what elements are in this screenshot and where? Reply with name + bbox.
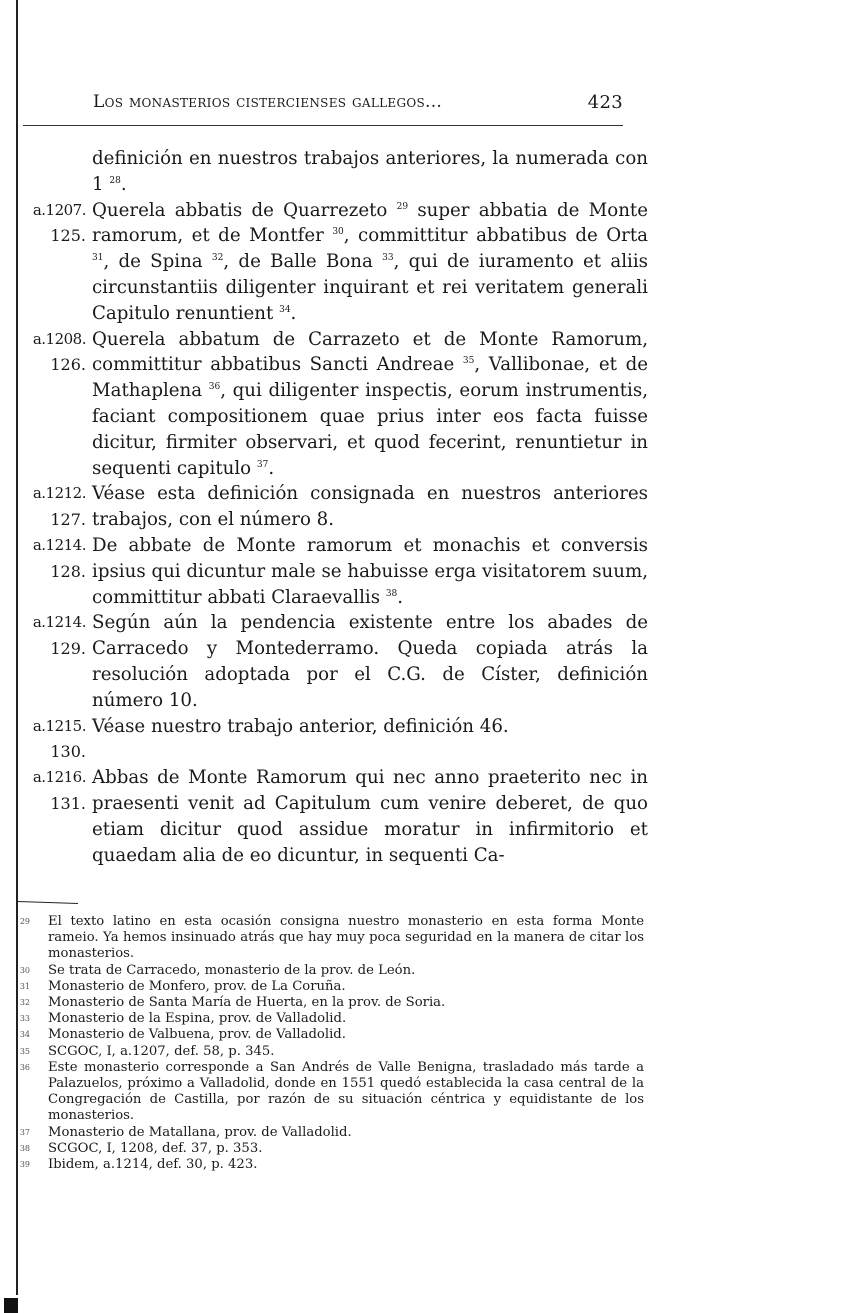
entry-year: a.1216. — [32, 768, 86, 787]
entry-text — [92, 481, 648, 533]
entry-text-run: Véase esta definición consignada en nuestros anteriores trabajos, con el número 8. — [92, 483, 648, 531]
footnote-text: El texto latino en esta ocasión consigna nuestro monasterio en esta forma Monte rameio. Ya hemos insinuado atrás que hay muy poca seguridad en la manera de citar los monasterios. — [48, 914, 644, 962]
entry-year: a.1207. — [32, 200, 86, 219]
footnote-text: Monasterio de la Espina, prov. de Valladolid. — [48, 1011, 347, 1027]
definition-entry — [0, 327, 660, 482]
footnote-marker: 29 — [19, 917, 30, 926]
footnote-ref[interactable]: 33 — [382, 253, 394, 264]
footnote-ref[interactable]: 37 — [256, 459, 269, 470]
entry-margin-label — [0, 714, 92, 766]
entry-text-run: . — [397, 586, 404, 608]
intro-text: definición en nuestros trabajos anteriores, la numerada con 1 — [92, 148, 648, 195]
running-head-title: Los monasterios cistercienses gallegos... — [93, 92, 443, 112]
definition-list — [0, 198, 660, 869]
definition-entry — [0, 481, 660, 533]
page-number: 423 — [587, 92, 623, 113]
footnote — [0, 1157, 660, 1173]
footnote — [0, 1011, 660, 1027]
entry-text-run: super abbatia de Monte ramorum, et de Montfer — [92, 199, 648, 247]
definition-entry — [0, 765, 660, 868]
entry-margin-label — [0, 533, 92, 610]
entry-year: a.1214. — [32, 613, 86, 632]
footnote-ref[interactable]: 31 — [92, 253, 104, 264]
footnote-text: Monasterio de Valbuena, prov. de Valladolid. — [48, 1027, 346, 1043]
intro-paragraph: definición en nuestros trabajos anteriores, la numerada con 1 $^{28}$. — [92, 148, 648, 195]
footnote-rule — [18, 901, 78, 904]
entry-number: 125. — [50, 226, 86, 246]
entry-margin-label — [0, 327, 92, 482]
footnote-marker: 33 — [19, 1014, 30, 1024]
entry-text — [92, 533, 648, 610]
entry-text-run: , committitur abbatibus de Orta — [343, 225, 648, 247]
entry-number: 131. — [50, 793, 86, 813]
footnote-ref[interactable]: 34 — [279, 304, 291, 315]
entry-text-run: . — [268, 457, 275, 479]
footnote-marker: 37 — [19, 1127, 30, 1137]
footnote-marker: 35 — [19, 1046, 30, 1056]
footnote — [0, 1125, 660, 1141]
entry-text — [92, 765, 648, 868]
footnote — [0, 1141, 660, 1157]
footnote — [0, 963, 660, 979]
entry-text-run: , Vallibonae, et de Mathaplena — [92, 354, 648, 402]
entry-margin-label — [0, 610, 92, 713]
footnote-text: Este monasterio corresponde a San Andrés de Valle Benigna, trasladado más tarde a Palazuelos, próximo a Valladolid, donde en 1551 quedó establecida la casa central de la Congregación de Castilla, por razón de su situación céntrica y equidistante de los monasterios. — [48, 1059, 644, 1124]
entry-text-run: , qui diligenter inspectis, eorum instrumentis, faciant compositionem quae prius inter eos facta fuisse dicitur, firmiter observari, et quod fecerint, renuntietur in sequenti capitulo — [92, 380, 648, 479]
footnote-ref[interactable]: 29 — [396, 201, 409, 212]
entry-number: 127. — [50, 510, 86, 530]
entry-margin-label — [0, 765, 92, 868]
footnote-ref[interactable]: 32 — [211, 253, 224, 264]
entry-number: 128. — [50, 561, 86, 581]
entry-margin-label — [0, 481, 92, 533]
footnote — [0, 979, 660, 995]
footnote-ref[interactable]: 28 — [109, 175, 121, 186]
footnote-marker: 36 — [19, 1062, 30, 1072]
entry-year: a.1212. — [32, 484, 86, 503]
footnote — [0, 914, 660, 963]
footnote-text: Monasterio de Matallana, prov. de Valladolid. — [48, 1124, 352, 1140]
entry-text-run: Querela abbatum de Carrazeto et de Monte Ramorum, committitur abbatibus Sancti Andreae — [92, 328, 648, 376]
footnote-ref[interactable]: 36 — [208, 382, 221, 393]
footnote-text: Monasterio de Santa María de Huerta, en la prov. de Soria. — [48, 995, 446, 1011]
definition-entry — [0, 533, 660, 610]
footnote-marker: 32 — [19, 998, 30, 1008]
scan-corner-mark — [4, 1298, 18, 1313]
entry-year: a.1214. — [32, 535, 86, 554]
footnote — [0, 1027, 660, 1043]
footnote-text: Se trata de Carracedo, monasterio de la prov. de León. — [48, 962, 416, 978]
entry-text-run: De abbate de Monte ramorum et monachis et conversis ipsius qui dicuntur male se habuisse erga visitatorem suum, committitur abbati Claraevallis — [92, 534, 648, 608]
body-text — [0, 146, 660, 868]
footnote-marker: 30 — [19, 965, 30, 975]
entry-text-run: Véase nuestro trabajo anterior, definición 46. — [92, 715, 509, 737]
entry-text — [92, 198, 648, 327]
footnote-text: Monasterio de Monfero, prov. de La Coruña. — [48, 978, 346, 994]
footnote-marker: 38 — [19, 1143, 30, 1153]
header-rule — [23, 125, 623, 126]
footnote-ref[interactable]: 30 — [332, 227, 344, 238]
entry-year: a.1215. — [32, 716, 86, 735]
footnote-text: SCGOC, I, 1208, def. 37, p. 353. — [48, 1140, 263, 1156]
definition-entry — [0, 610, 660, 713]
entry-number: 126. — [50, 355, 86, 375]
entry-text-run: , de Balle Bona — [223, 251, 383, 273]
definition-entry — [0, 198, 660, 327]
footnote — [0, 995, 660, 1011]
footnote-marker: 31 — [19, 981, 30, 991]
entry-text — [92, 610, 648, 713]
footnote-ref[interactable]: 35 — [462, 356, 475, 367]
footnote-marker: 34 — [19, 1030, 30, 1040]
entry-text — [92, 714, 648, 740]
footnotes — [0, 914, 660, 1173]
footnote — [0, 1044, 660, 1060]
entry-number: 130. — [50, 742, 86, 762]
entry-number: 129. — [50, 639, 86, 659]
entry-text-run: , qui de iuramento et aliis circunstantiis diligenter inquirant et rei veritatem generali Capitulo renuntient — [92, 251, 648, 324]
entry-text — [92, 327, 648, 482]
entry-text-run: , de Spina — [103, 251, 212, 273]
entry-margin-label — [0, 198, 92, 327]
footnote-ref[interactable]: 38 — [385, 588, 398, 599]
footnote-text: SCGOC, I, a.1207, def. 58, p. 345. — [48, 1043, 275, 1059]
entry-text-run: Según aún la pendencia existente entre los abades de Carracedo y Montederramo. Queda copiada atrás la resolución adoptada por el C.G. de Císter, definición número 10. — [92, 612, 648, 711]
footnote — [0, 1060, 660, 1125]
footnote-text: Ibidem, a.1214, def. 30, p. 423. — [48, 1157, 258, 1173]
entry-text-run: Abbas de Monte Ramorum qui nec anno praeterito nec in praesenti venit ad Capitulum cum venire deberet, de quo etiam dicitur quod assidue moratur in infirmitorio et quaedam alia de eo dicuntur, in sequenti Ca- — [92, 767, 648, 866]
definition-entry — [0, 714, 660, 766]
footnote-marker: 39 — [19, 1160, 30, 1170]
entry-text-run: . — [290, 302, 297, 324]
running-head — [93, 92, 623, 118]
entry-text-run: Querela abbatis de Quarrezeto — [92, 199, 397, 221]
entry-year: a.1208. — [32, 329, 86, 348]
